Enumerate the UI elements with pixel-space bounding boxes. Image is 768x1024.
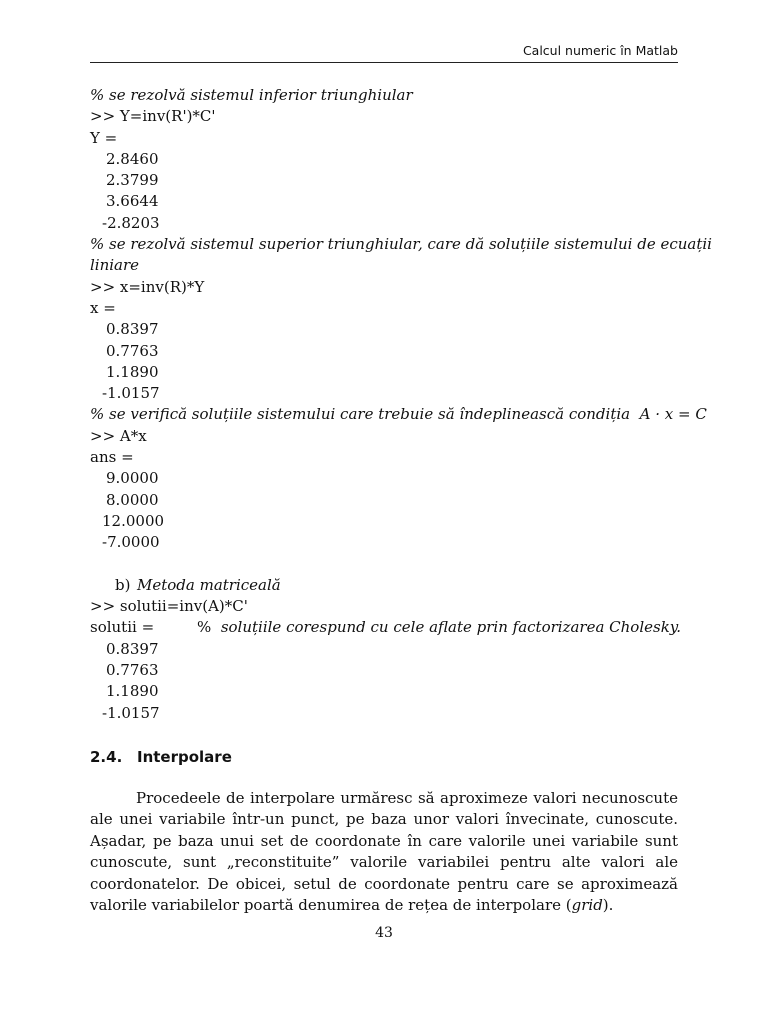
comment-upper-triangular: % se rezolvă sistemul superior triunghiular, care dă soluțiile sistemului de ecuații (90, 235, 712, 254)
solutii-value: 0.8397 (106, 639, 159, 658)
comment-lower-triangular: % se rezolvă sistemul inferior triunghiular (90, 86, 413, 104)
solutii-label: solutii = (90, 618, 155, 637)
paragraph-end: ). (602, 896, 614, 915)
page-number: 43 (375, 925, 393, 941)
paragraph-text: Procedeele de interpolare urmăresc să aproximeze valori necunoscute ale unei variabile într-un punct, pe baza unor valori învecinate, cunoscute. Așadar, pe baza unui set de coordonate în care valorile unei variabile sunt cunoscute, sunt „reconstituite” valorile variabilei pentru alte valori ale coordonatelor. De obicei, setul de coordonate pentru care se aproximează valorile variabilelor poartă denumirea de rețea de interpolare ( (90, 789, 678, 915)
y-value: 2.8460 (106, 149, 159, 168)
page-header (90, 40, 678, 63)
y-value: 2.3799 (106, 171, 159, 190)
subsection-b-title: Metoda matriceală (137, 575, 281, 594)
interpolation-paragraph (90, 788, 678, 916)
code-listing (90, 85, 712, 724)
section-number: 2.4. (90, 748, 123, 766)
solutii-comment: soluțiile corespund cu cele aflate prin factorizarea Cholesky. (220, 618, 682, 637)
y-value: 3.6644 (106, 192, 159, 211)
solutii-value: 0.7763 (106, 661, 159, 680)
spacer (90, 554, 678, 575)
solutii-value: -1.0157 (102, 703, 160, 722)
solutii-line (90, 617, 682, 638)
y-value: -2.8203 (102, 213, 160, 232)
solutii-comment-pct: % (197, 618, 212, 637)
x-label: x = (90, 298, 116, 317)
paragraph-grid-term: grid (571, 896, 603, 915)
solutii-value: 1.1890 (106, 682, 159, 701)
x-value: 1.1890 (106, 362, 159, 381)
ans-label: ans = (90, 448, 134, 467)
comment-upper-triangular-cont: liniare (90, 256, 140, 275)
subsection-b-label: b) (115, 575, 131, 594)
subsection-b (90, 575, 678, 596)
ans-value: -7.0000 (102, 533, 160, 552)
command-ax: >> A*x (90, 426, 147, 445)
section-heading (90, 748, 232, 766)
x-value: 0.8397 (106, 320, 159, 339)
section-title: Interpolare (137, 748, 232, 766)
ans-value: 9.0000 (106, 469, 159, 488)
ans-value: 8.0000 (106, 490, 159, 509)
x-value: 0.7763 (106, 341, 159, 360)
y-label: Y = (90, 128, 118, 147)
comment-verify: % se verifică soluțiile sistemului care trebuie să îndeplinească condiția A · x = C (90, 405, 707, 424)
command-y: >> Y=inv(R')*C' (90, 107, 216, 126)
ans-value: 12.0000 (102, 511, 165, 530)
command-x: >> x=inv(R)*Y (90, 277, 205, 296)
x-value: -1.0157 (102, 384, 160, 403)
command-solutii: >> solutii=inv(A)*C' (90, 597, 248, 616)
header-title: Calcul numeric în Matlab (522, 43, 678, 58)
